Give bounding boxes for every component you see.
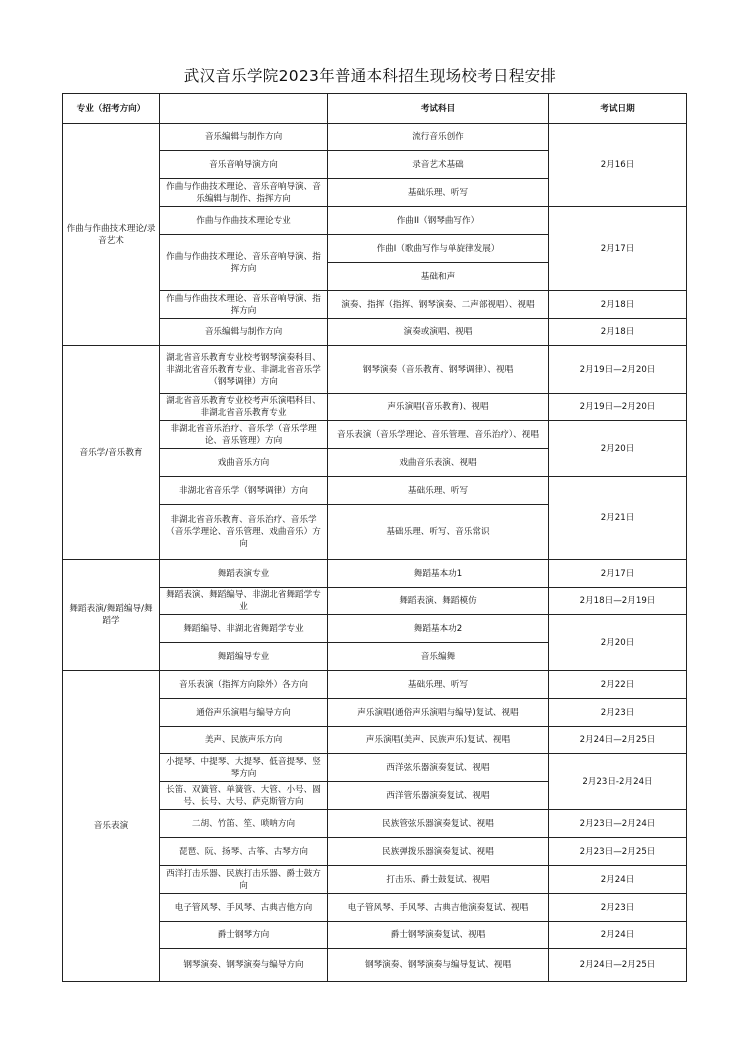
direction-cell: 音乐编辑与制作方向 [160,124,328,151]
schedule-table [62,93,687,982]
subject-cell: 西洋管乐器演奏复试、视唱 [328,782,549,810]
date-cell: 2月17日 [549,207,687,291]
subject-cell: 西洋弦乐器演奏复试、视唱 [328,754,549,782]
direction-cell: 二胡、竹笛、笙、唢呐方向 [160,810,328,838]
direction-cell: 舞蹈编导专业 [160,643,328,671]
group-cell: 音乐学/音乐教育 [63,346,160,560]
subject-cell: 民族管弦乐器演奏复试、视唱 [328,810,549,838]
subject-cell: 舞蹈表演、舞蹈模仿 [328,588,549,615]
date-cell: 2月23日—2月24日 [549,810,687,838]
date-cell: 2月23日 [549,699,687,727]
subject-cell: 作曲II（钢琴曲写作） [328,207,549,235]
date-cell: 2月23日—2月25日 [549,838,687,866]
subject-cell: 录音艺术基础 [328,151,549,179]
direction-cell: 非湖北省音乐教育、音乐治疗、音乐学（音乐学理论、音乐管理、戏曲音乐）方向 [160,505,328,560]
date-cell: 2月16日 [549,124,687,207]
group-cell: 作曲与作曲技术理论/录音艺术 [63,124,160,346]
header-subject: 考试科目 [328,94,549,124]
date-cell: 2月24日 [549,866,687,894]
subject-cell: 作曲I（歌曲写作与单旋律发展） [328,235,549,263]
date-cell: 2月24日 [549,922,687,949]
group-cell: 音乐表演 [63,671,160,982]
subject-cell: 基础和声 [328,263,549,291]
subject-cell: 钢琴演奏（音乐教育、钢琴调律）、视唱 [328,346,549,394]
group-cell: 舞蹈表演/舞蹈编导/舞蹈学 [63,560,160,671]
date-cell: 2月20日 [549,615,687,671]
subject-cell: 电子管风琴、手风琴、古典吉他演奏复试、视唱 [328,894,549,922]
direction-cell: 钢琴演奏、钢琴演奏与编导方向 [160,949,328,982]
direction-cell: 舞蹈表演专业 [160,560,328,588]
direction-cell: 舞蹈编导、非湖北省舞蹈学专业 [160,615,328,643]
page-title: 武汉音乐学院2023年普通本科招生现场校考日程安排 [183,67,557,85]
header-row [63,94,687,124]
subject-cell: 基础乐理、听写 [328,179,549,207]
direction-cell: 电子管风琴、手风琴、古典吉他方向 [160,894,328,922]
subject-cell: 流行音乐创作 [328,124,549,151]
subject-cell: 音乐编舞 [328,643,549,671]
direction-cell: 通俗声乐演唱与编导方向 [160,699,328,727]
date-cell: 2月22日 [549,671,687,699]
header-date: 考试日期 [549,94,687,124]
subject-cell: 基础乐理、听写 [328,671,549,699]
direction-cell: 戏曲音乐方向 [160,449,328,477]
direction-cell: 非湖北省音乐治疗、音乐学（音乐学理论、音乐管理）方向 [160,421,328,449]
direction-cell: 长笛、双簧管、单簧管、大管、小号、圆号、长号、大号、萨克斯管方向 [160,782,328,810]
direction-cell: 湖北省音乐教育专业校考声乐演唱科目、非湖北省音乐教育专业 [160,394,328,421]
date-cell: 2月24日—2月25日 [549,949,687,982]
date-cell: 2月17日 [549,560,687,588]
direction-cell: 小提琴、中提琴、大提琴、低音提琴、竖琴方向 [160,754,328,782]
subject-cell: 基础乐理、听写、音乐常识 [328,505,549,560]
table-row [63,124,687,151]
subject-cell: 基础乐理、听写 [328,477,549,505]
subject-cell: 舞蹈基本功2 [328,615,549,643]
subject-cell: 演奏、指挥（指挥、钢琴演奏、二声部视唱）、视唱 [328,291,549,319]
direction-cell: 爵士钢琴方向 [160,922,328,949]
direction-cell: 作曲与作曲技术理论专业 [160,207,328,235]
subject-cell: 打击乐、爵士鼓复试、视唱 [328,866,549,894]
subject-cell: 演奏或演唱、视唱 [328,319,549,346]
date-cell: 2月23日 [549,894,687,922]
table-row [63,560,687,588]
date-cell: 2月19日—2月20日 [549,346,687,394]
date-cell: 2月21日 [549,477,687,560]
subject-cell: 舞蹈基本功1 [328,560,549,588]
direction-cell: 非湖北省音乐学（钢琴调律）方向 [160,477,328,505]
subject-cell: 声乐演唱(美声、民族声乐)复试、视唱 [328,727,549,754]
subject-cell: 声乐演唱(通俗声乐演唱与编导)复试、视唱 [328,699,549,727]
header-major: 专业（招考方向） [63,94,160,124]
direction-cell: 作曲与作曲技术理论、音乐音响导演、指挥方向 [160,235,328,291]
subject-cell: 民族弹拨乐器演奏复试、视唱 [328,838,549,866]
direction-cell: 琵琶、阮、扬琴、古筝、古琴方向 [160,838,328,866]
subject-cell: 爵士钢琴演奏复试、视唱 [328,922,549,949]
direction-cell: 作曲与作曲技术理论、音乐音响导演、指挥方向 [160,291,328,319]
date-cell: 2月19日—2月20日 [549,394,687,421]
direction-cell: 西洋打击乐器、民族打击乐器、爵士鼓方向 [160,866,328,894]
date-cell: 2月18日 [549,319,687,346]
direction-cell: 音乐表演（指挥方向除外）各方向 [160,671,328,699]
date-cell: 2月20日 [549,421,687,477]
subject-cell: 戏曲音乐表演、视唱 [328,449,549,477]
direction-cell: 美声、民族声乐方向 [160,727,328,754]
subject-cell: 音乐表演（音乐学理论、音乐管理、音乐治疗）、视唱 [328,421,549,449]
subject-cell: 声乐演唱(音乐教育)、视唱 [328,394,549,421]
date-cell: 2月24日—2月25日 [549,727,687,754]
date-cell: 2月18日 [549,291,687,319]
subject-cell: 钢琴演奏、钢琴演奏与编导复试、视唱 [328,949,549,982]
date-cell: 2月23日-2月24日 [549,754,687,810]
table-row [63,671,687,699]
direction-cell: 湖北省音乐教育专业校考钢琴演奏科目、非湖北省音乐教育专业、非湖北省音乐学（钢琴调律）方向 [160,346,328,394]
date-cell: 2月18日—2月19日 [549,588,687,615]
direction-cell: 作曲与作曲技术理论、音乐音响导演、音乐编辑与制作、指挥方向 [160,179,328,207]
direction-cell: 舞蹈表演、舞蹈编导、非湖北省舞蹈学专业 [160,588,328,615]
table-row [63,346,687,394]
header-major-dir [160,94,328,124]
direction-cell: 音乐编辑与制作方向 [160,319,328,346]
direction-cell: 音乐音响导演方向 [160,151,328,179]
